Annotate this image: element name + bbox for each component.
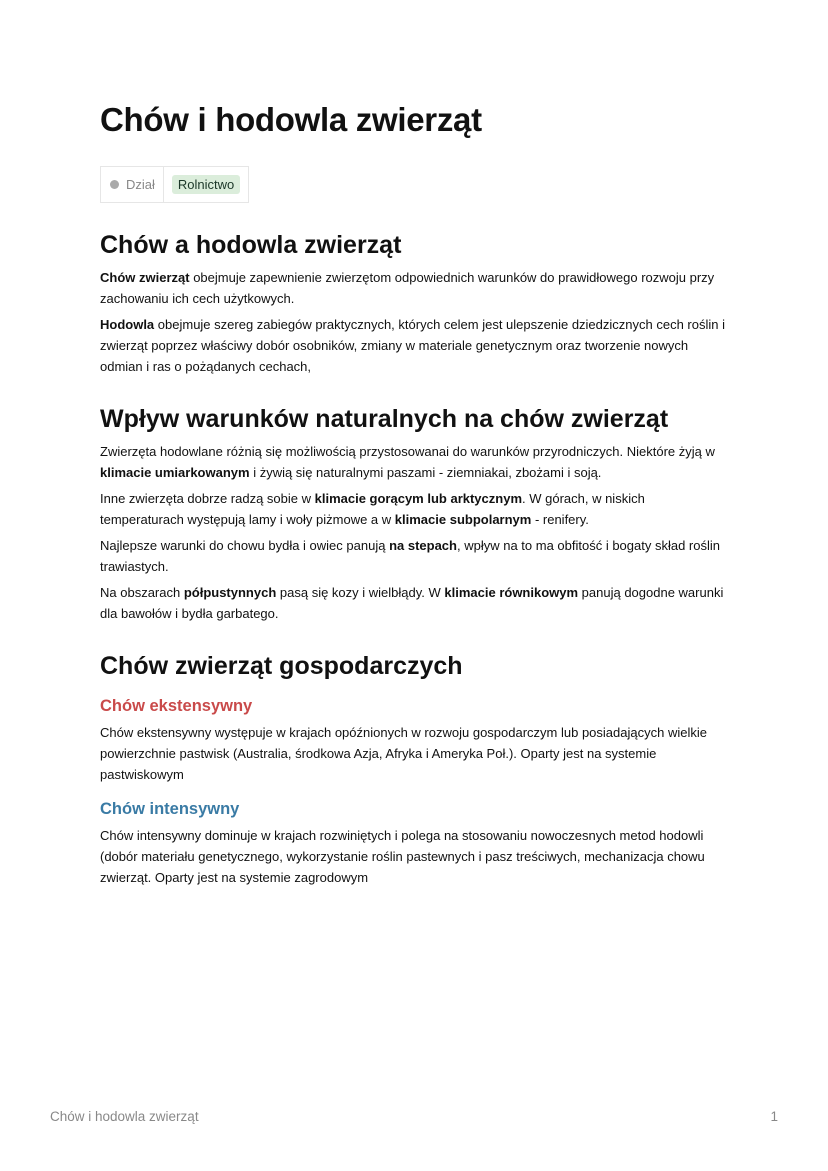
- paragraph: [100, 267, 730, 309]
- paragraph: [100, 722, 730, 785]
- bold-text: klimacie gorącym lub arktycznym: [314, 491, 522, 506]
- text: Na obszarach: [100, 585, 184, 600]
- text: panują dogodne warunki dla bawołów i bydła garbatego.: [100, 585, 724, 621]
- property-key-label: Dział: [126, 177, 155, 192]
- section-heading: Chów a hodowla zwierząt: [100, 231, 402, 259]
- text: i żywią się naturalnymi paszami - ziemniakai, zbożami i soją.: [249, 465, 602, 480]
- select-property-icon: [110, 180, 119, 189]
- paragraph: [100, 441, 730, 483]
- text: Zwierzęta hodowlane różnią się możliwością przystosowanai do warunków przyrodniczych. Niektóre żyją w: [100, 444, 715, 459]
- property-key: [101, 167, 164, 202]
- property-value[interactable]: [164, 177, 248, 192]
- text: - renifery.: [531, 512, 589, 527]
- paragraph: [100, 535, 730, 577]
- bold-text: klimacie równikowym: [444, 585, 579, 600]
- section-heading: Chów zwierząt gospodarczych: [100, 652, 463, 680]
- paragraph: [100, 314, 730, 377]
- paragraph: [100, 582, 730, 624]
- text: , wpływ na to ma obfitość i bogaty skład roślin trawiastych.: [100, 538, 720, 574]
- tag-badge: Rolnictwo: [172, 175, 240, 194]
- page-number: 1: [770, 1109, 778, 1124]
- paragraph: [100, 825, 730, 888]
- text: Chów ekstensywny występuje w krajach opóźnionych w rozwoju gospodarczym lub posiadających wielkie powierzchnie pastwisk (Australia, środkowa Azja, Afryka i Ameryka Poł.). Oparty jest na systemie pastwiskowym: [100, 725, 707, 782]
- bold-text: na stepach: [389, 538, 457, 553]
- page-footer: [50, 1109, 778, 1124]
- paragraph: [100, 488, 730, 530]
- bold-text: klimacie subpolarnym: [394, 512, 532, 527]
- subsection-heading: Chów intensywny: [100, 800, 240, 818]
- content: [100, 229, 730, 888]
- property-row: [100, 166, 249, 203]
- document: [100, 96, 730, 893]
- subsection-heading: Chów ekstensywny: [100, 697, 253, 715]
- text: . W górach, w niskich temperaturach występują lamy i woły piżmowe a w: [100, 491, 645, 527]
- text: Najlepsze warunki do chowu bydła i owiec panują: [100, 538, 390, 553]
- bold-text: Hodowla: [100, 317, 155, 332]
- bold-text: Chów zwierząt: [100, 270, 190, 285]
- text: Chów intensywny dominuje w krajach rozwiniętych i polega na stosowaniu nowoczesnych metod hodowli (dobór materiału genetycznego, wykorzystanie roślin pastewnych i pasz treściwych, mechanizacja chowu zwierząt. Oparty jest na systemie zagrodowym: [100, 828, 705, 885]
- section-heading: Wpływ warunków naturalnych na chów zwierząt: [100, 405, 669, 433]
- bold-text: klimacie umiarkowanym: [100, 465, 250, 480]
- footer-title: Chów i hodowla zwierząt: [50, 1109, 199, 1124]
- page-title: Chów i hodowla zwierząt: [100, 101, 482, 138]
- bold-text: półpustynnych: [183, 585, 277, 600]
- text: obejmuje szereg zabiegów praktycznych, których celem jest ulepszenie dziedzicznych cech roślin i zwierząt poprzez właściwy dobór osobników, zmiany w materiale genetycznym oraz tworzenie nowych odmian i ras o pożądanych cechach,: [100, 317, 725, 374]
- text: obejmuje zapewnienie zwierzętom odpowiednich warunków do prawidłowego rozwoju przy zachowaniu ich cech użytkowych.: [100, 270, 715, 306]
- text: pasą się kozy i wielbłądy. W: [276, 585, 445, 600]
- text: Inne zwierzęta dobrze radzą sobie w: [100, 491, 315, 506]
